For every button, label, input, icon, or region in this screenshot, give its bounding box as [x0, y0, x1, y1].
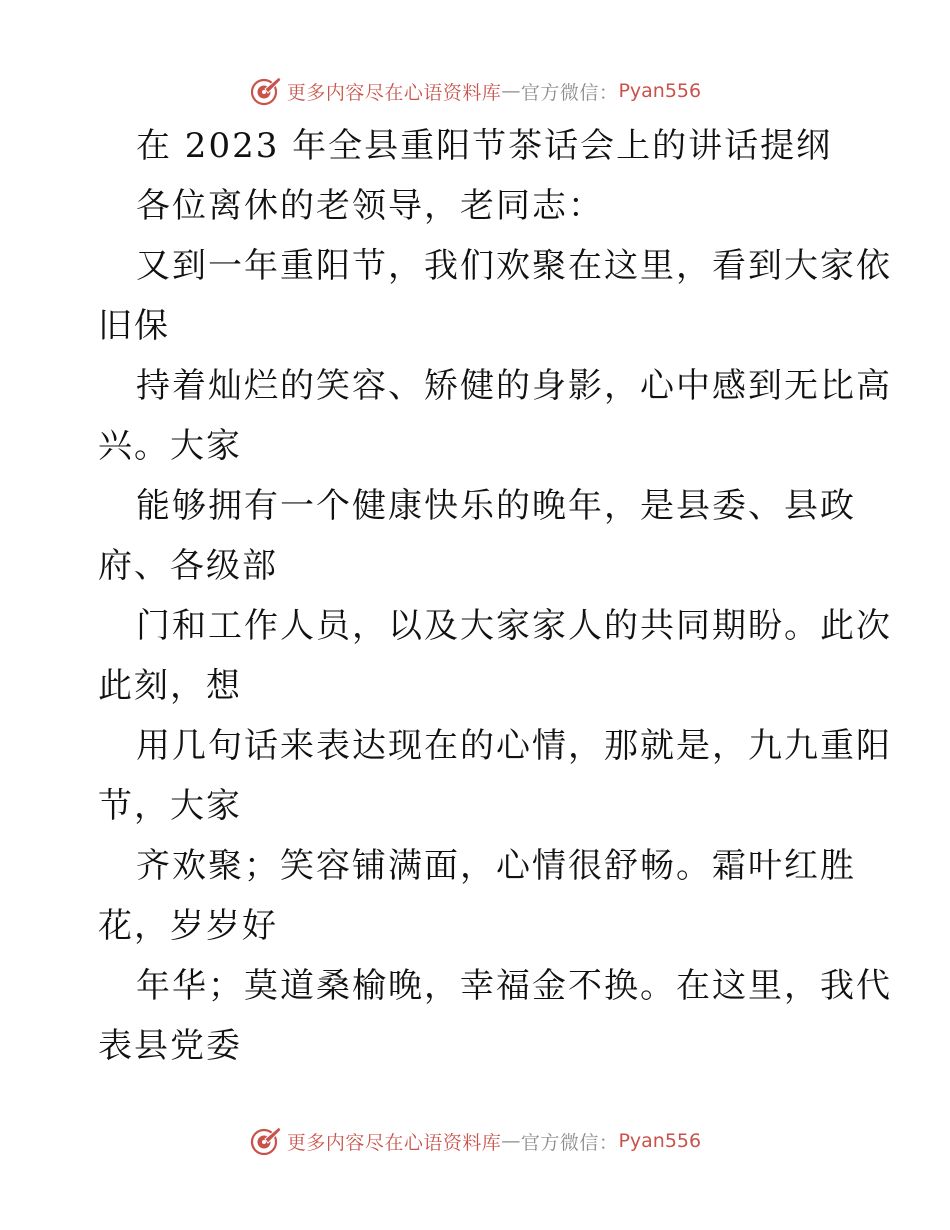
banner-red-text: 更多内容尽在心语资料库 — [286, 81, 502, 104]
banner-wechat-label: 官方微信： — [520, 81, 619, 104]
paragraph-line: 旧保 — [98, 306, 170, 346]
salutation: 各位离休的老领导，老同志： — [136, 186, 604, 226]
paragraph-line: 能够拥有一个健康快乐的晚年，是县委、县政 — [136, 486, 856, 526]
banner-dash: — — [501, 80, 521, 102]
banner-wechat-label: 官方微信： — [520, 1131, 619, 1154]
footer-banner — [0, 1124, 950, 1158]
paragraph-line: 兴。大家 — [98, 426, 242, 466]
header-banner — [0, 74, 950, 108]
paragraph-line: 门和工作人员，以及大家家人的共同期盼。此次 — [136, 606, 892, 646]
pen-nib-logo-icon — [249, 74, 283, 108]
paragraph-line: 表县党委 — [98, 1026, 242, 1066]
paragraph-line: 府、各级部 — [98, 546, 278, 586]
pen-nib-logo-icon — [249, 1124, 283, 1158]
paragraph-line: 节，大家 — [98, 786, 242, 826]
banner-dash: — — [501, 1130, 521, 1152]
document-title: 在 2023 年全县重阳节茶话会上的讲话提纲 — [136, 126, 833, 166]
paragraph-line: 用几句话来表达现在的心情，那就是，九九重阳 — [136, 726, 892, 766]
paragraph-line: 此刻，想 — [98, 666, 242, 706]
paragraph-line: 年华；莫道桑榆晚，幸福金不换。在这里，我代 — [136, 966, 892, 1006]
banner-wechat-id: Pyan556 — [618, 80, 702, 102]
paragraph-line: 齐欢聚；笑容铺满面，心情很舒畅。霜叶红胜 — [136, 846, 856, 886]
paragraph-line: 持着灿烂的笑容、矫健的身影，心中感到无比高 — [136, 366, 892, 406]
banner-red-text: 更多内容尽在心语资料库 — [286, 1131, 502, 1154]
paragraph-line: 花，岁岁好 — [98, 906, 278, 946]
paragraph-line: 又到一年重阳节，我们欢聚在这里，看到大家依 — [136, 246, 892, 286]
banner-wechat-id: Pyan556 — [618, 1130, 702, 1152]
